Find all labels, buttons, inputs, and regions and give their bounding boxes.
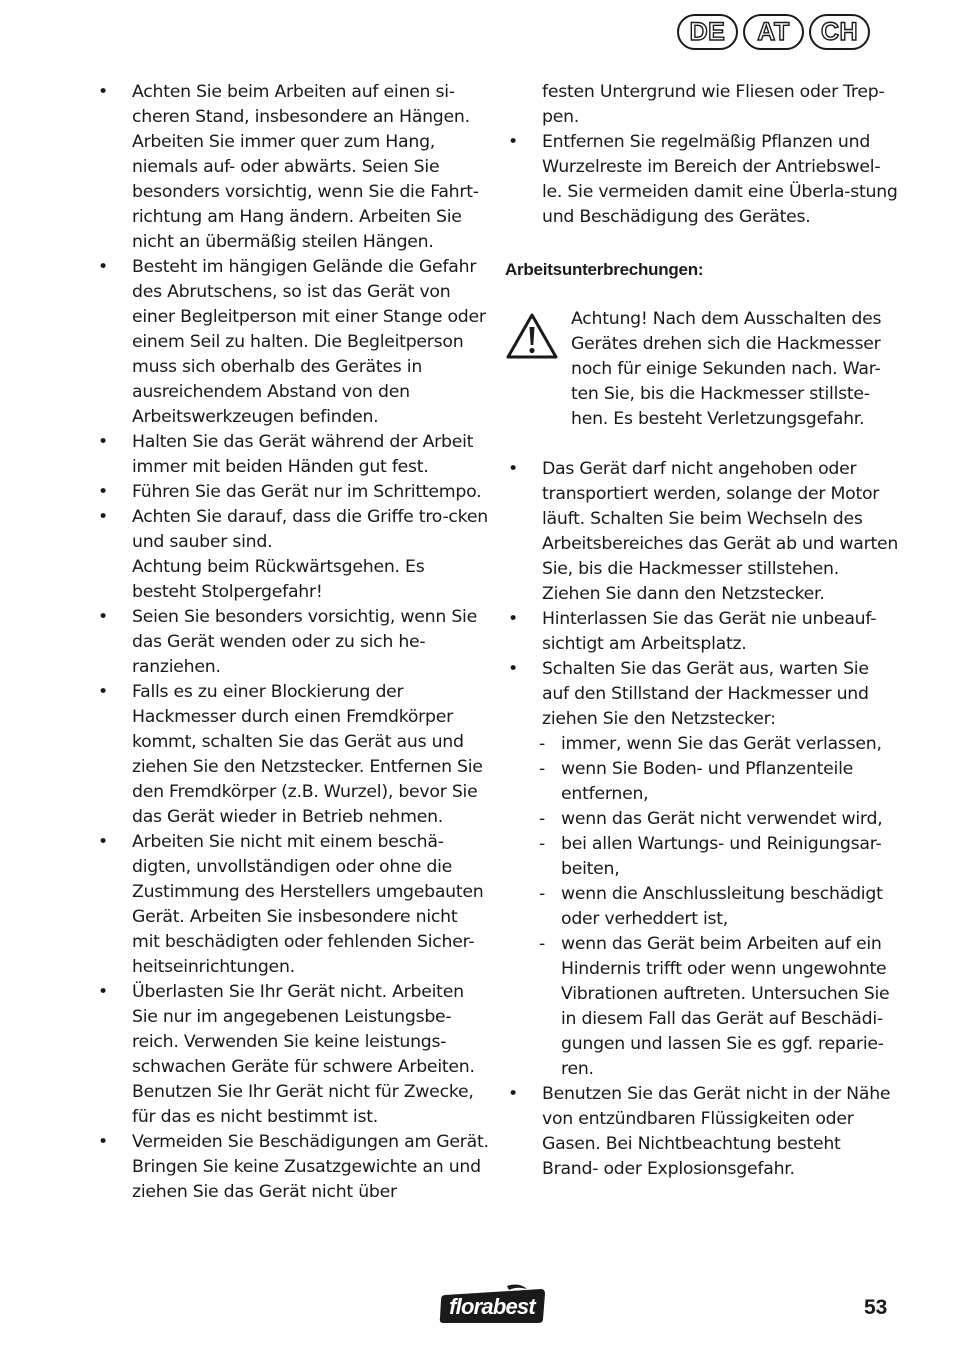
warning-box — [505, 307, 900, 432]
sub-list-item: - bei allen Wartungs- und Reinigungsar-beiten, — [542, 832, 900, 882]
list-item: • Vermeiden Sie Beschädigungen am Gerät. Bringen Sie keine Zusatzgewichte an und ziehen Sie das Gerät nicht über — [95, 1130, 490, 1205]
section-heading: Arbeitsunterbrechungen: — [505, 260, 704, 279]
country-badge-de: DE — [677, 14, 738, 50]
list-item — [95, 505, 490, 605]
page-number: 53 — [864, 1296, 888, 1319]
list-item: • Benutzen Sie das Gerät nicht in der Nähe von entzündbaren Flüssigkeiten oder Gasen. Bei Nichtbeachtung besteht Brand- oder Explosionsgefahr. — [505, 1082, 900, 1182]
safety-list-continued — [505, 80, 900, 230]
list-item: • Führen Sie das Gerät nur im Schrittempo. — [95, 480, 490, 505]
list-item: • Entfernen Sie regelmäßig Pflanzen und Wurzelreste im Bereich der Antriebswel-le. Sie vermeiden damit eine Überla-stung und Beschädigung des Gerätes. — [505, 130, 900, 230]
sub-list-item: - wenn die Anschlussleitung beschädigt oder verheddert ist, — [542, 882, 900, 932]
list-item-note: Achtung beim Rückwärtsgehen. Es besteht Stolpergefahr! — [132, 557, 425, 602]
list-item-text: • Schalten Sie das Gerät aus, warten Sie auf den Stillstand der Hackmesser und ziehen Sie den Netzstecker: — [542, 659, 869, 729]
list-item: • Falls es zu einer Blockierung der Hackmesser durch einen Fremdkörper kommt, schalten Sie das Gerät aus und ziehen Sie den Netzstecker. Entfernen Sie den Fremdkörper (z.B. Wurzel), bevor Sie das Gerät wieder in Betrieb nehmen. — [95, 680, 490, 830]
sub-list-item: - wenn Sie Boden- und Pflanzenteile entfernen, — [542, 757, 900, 807]
sub-list-item: - immer, wenn Sie das Gerät verlassen, — [542, 732, 900, 757]
warning-text: Achtung! Nach dem Ausschalten des Gerätes drehen sich die Hackmesser noch für einige Sekunden nach. War-ten Sie, bis die Hackmesser stillste-hen. Es besteht Verletzungsgefahr. — [571, 309, 882, 429]
list-item-continuation: festen Untergrund wie Fliesen oder Trep-pen. — [542, 82, 885, 127]
list-item: • Arbeiten Sie nicht mit einem beschä-digten, unvollständigen oder ohne die Zustimmung des Herstellers umgebauten Gerät. Arbeiten Sie insbesondere nicht mit beschädigten oder fehlenden Sicher-heitseinrichtungen. — [95, 830, 490, 980]
country-badge-ch: CH — [809, 14, 870, 50]
sub-list-item: - wenn das Gerät beim Arbeiten auf ein Hindernis trifft oder wenn ungewohnte Vibrationen auftreten. Untersuchen Sie in diesem Fall das Gerät auf Beschädi-gungen und lassen Sie es ggf. reparie-ren. — [542, 932, 900, 1082]
list-item: • Überlasten Sie Ihr Gerät nicht. Arbeiten Sie nur im angegebenen Leistungsbe-reich. Verwenden Sie keine leistungs-schwachen Geräte für schwere Arbeiten. Benutzen Sie Ihr Gerät nicht für Zwecke, für das es nicht bestimmt ist. — [95, 980, 490, 1130]
list-item: • Hinterlassen Sie das Gerät nie unbeauf-sichtigt am Arbeitsplatz. — [505, 607, 900, 657]
sub-list-item: - wenn das Gerät nicht verwendet wird, — [542, 807, 900, 832]
sub-list — [542, 732, 900, 1082]
left-column — [95, 80, 490, 1205]
list-item: • Besteht im hängigen Gelände die Gefahr des Abrutschens, so ist das Gerät von einer Begleitperson mit einer Stange oder einem Seil zu halten. Die Begleitperson muss sich oberhalb des Gerätes in ausreichendem Abstand von den Arbeitswerkzeugen befinden. — [95, 255, 490, 430]
country-badge-at: AT — [743, 14, 804, 50]
interruption-list — [505, 457, 900, 1182]
list-item: • Seien Sie besonders vorsichtig, wenn Sie das Gerät wenden oder zu sich he-ranziehen. — [95, 605, 490, 680]
list-item: • Halten Sie das Gerät während der Arbeit immer mit beiden Händen gut fest. — [95, 430, 490, 480]
list-item — [505, 657, 900, 1082]
country-badges — [677, 14, 870, 50]
brand-name: florabest — [449, 1294, 535, 1319]
safety-list — [95, 80, 490, 1205]
list-item: • Das Gerät darf nicht angehoben oder transportiert werden, solange der Motor läuft. Schalten Sie beim Wechseln des Arbeitsbereiches das Gerät ab und warten Sie, bis die Hackmesser stillstehen. Ziehen Sie dann den Netzstecker. — [505, 457, 900, 607]
list-item: • Achten Sie beim Arbeiten auf einen si-cheren Stand, insbesondere an Hängen. Arbeiten Sie immer quer zum Hang, niemals auf- oder abwärts. Seien Sie besonders vorsichtig, wenn Sie die Fahrt-richtung am Hang ändern. Arbeiten Sie nicht an übermäßig steilen Hängen. — [95, 80, 490, 255]
warning-triangle-icon — [505, 307, 571, 432]
list-item-text: • Achten Sie darauf, dass die Griffe tro-cken und sauber sind. — [132, 507, 488, 552]
right-column — [505, 80, 900, 1182]
florabest-logo — [437, 1283, 549, 1331]
